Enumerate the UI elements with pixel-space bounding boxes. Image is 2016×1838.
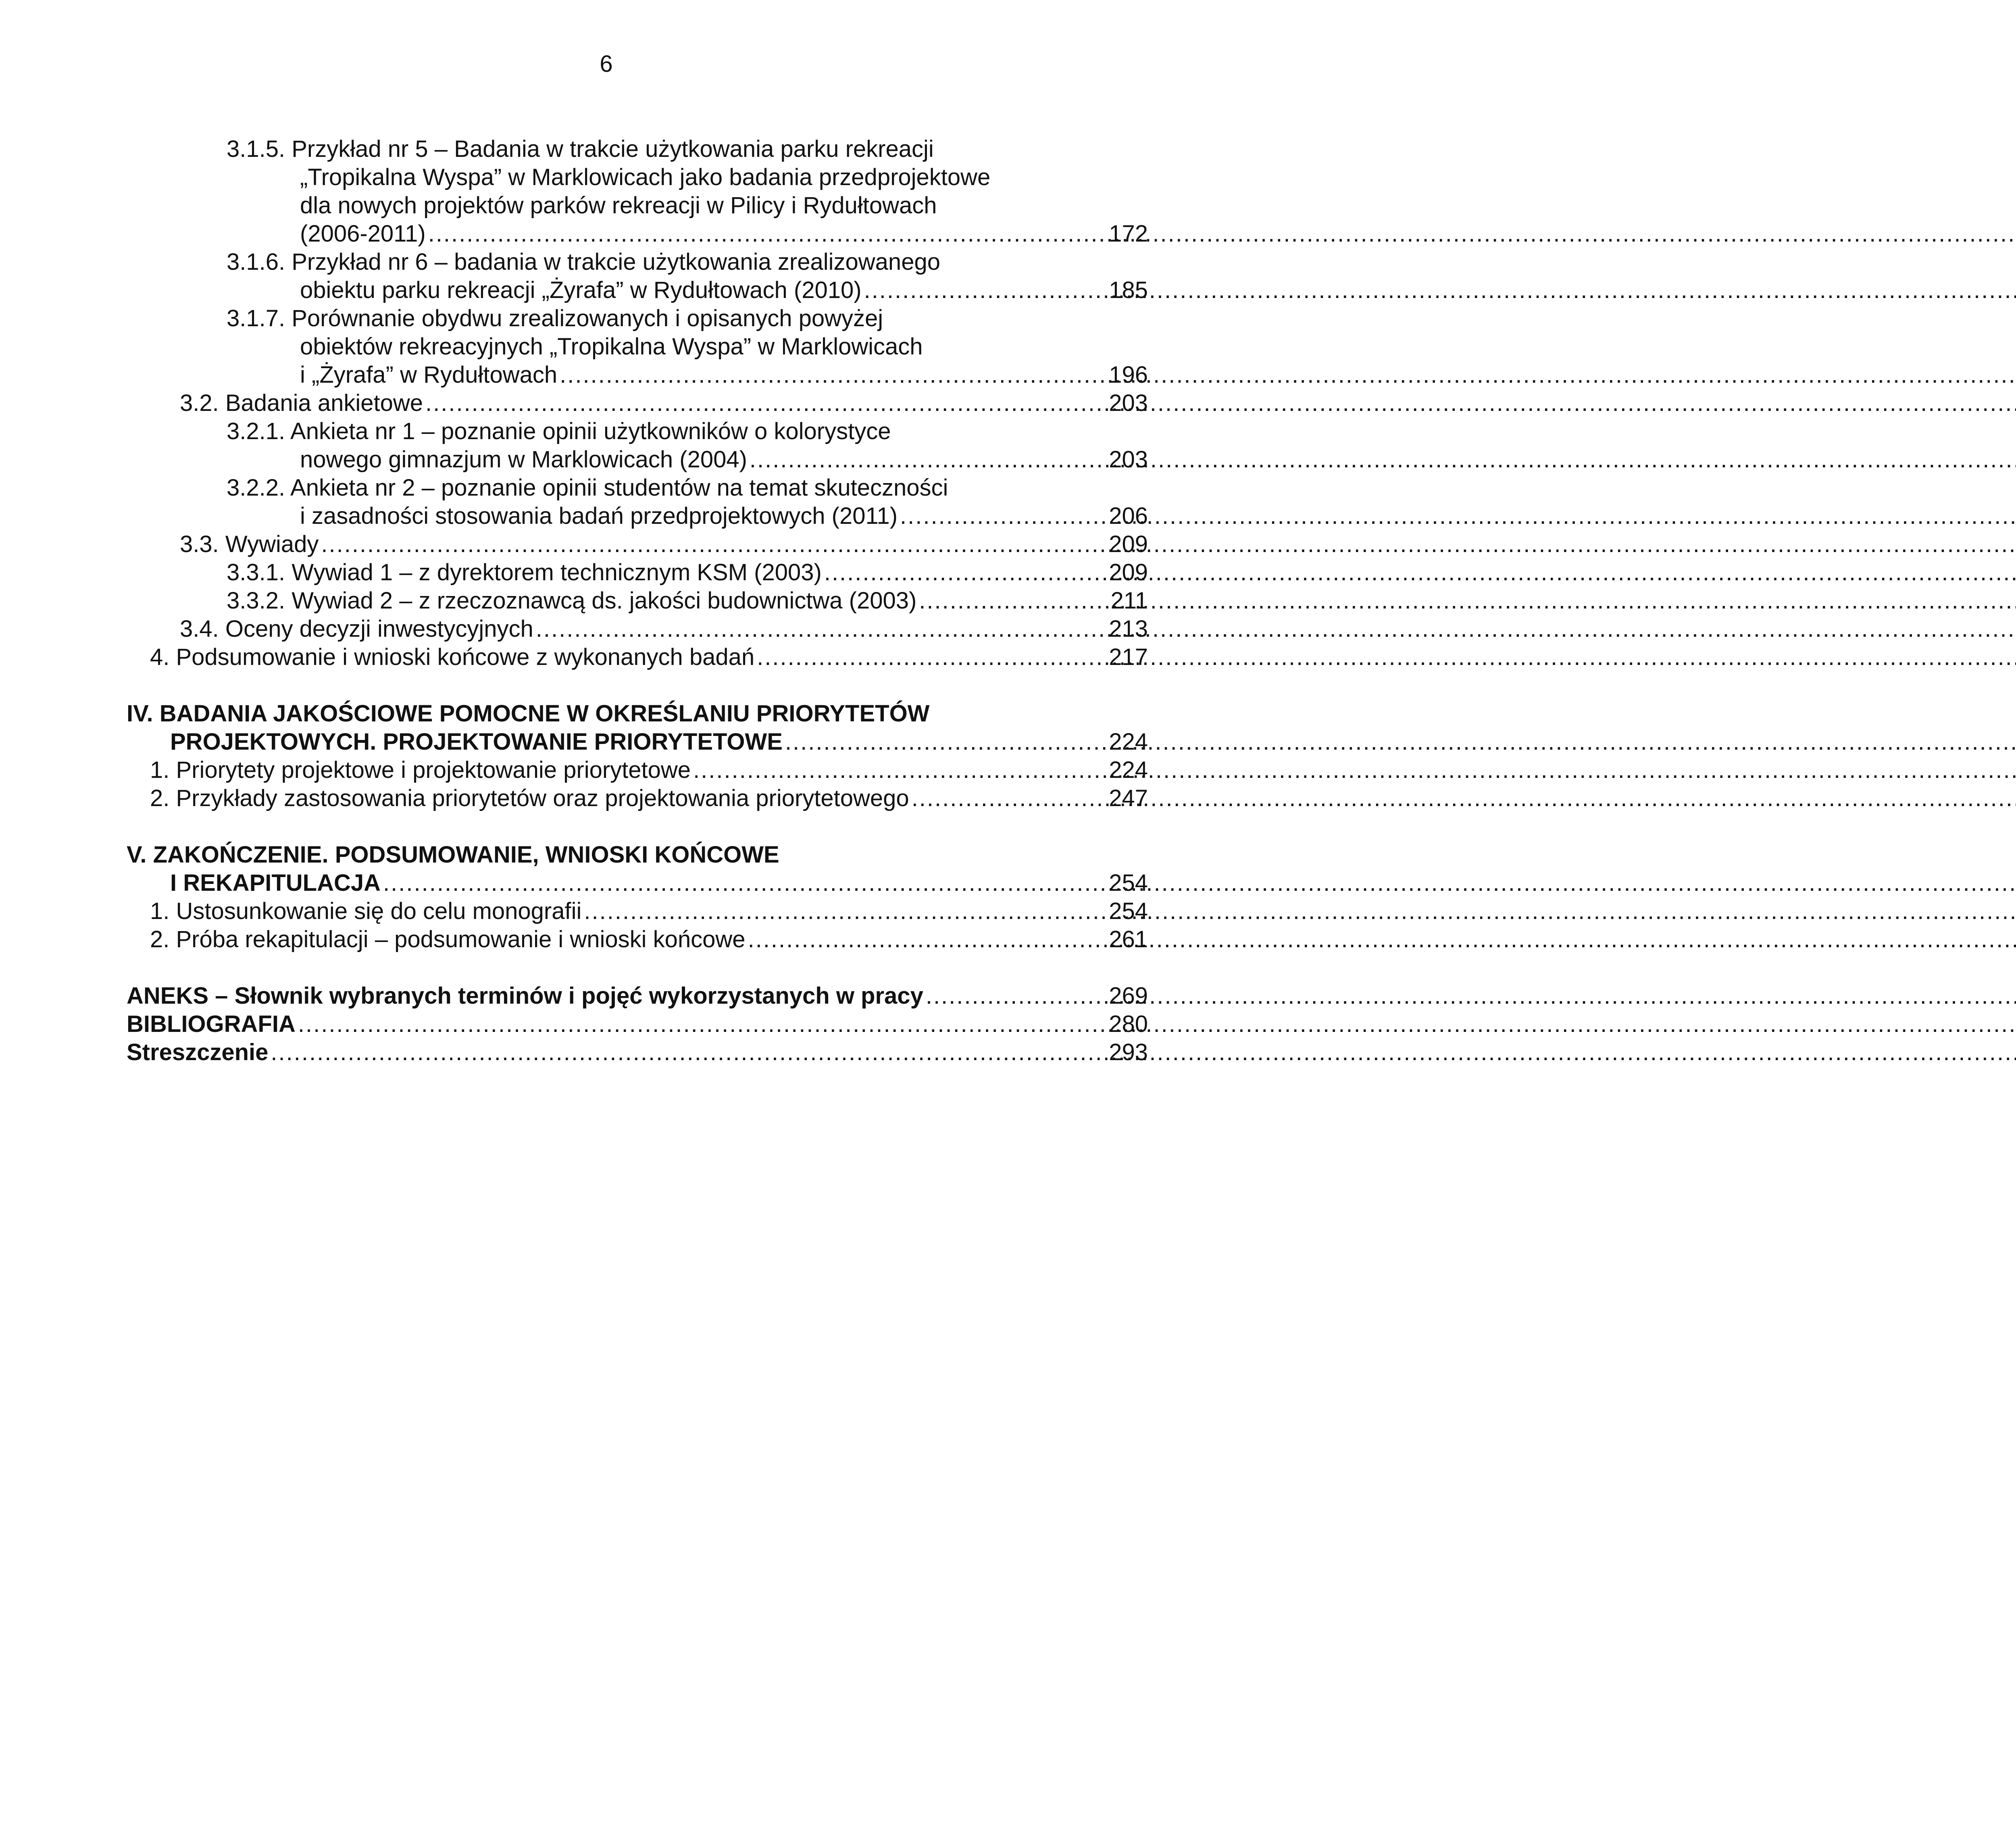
toc-entry-text: 3.1.6. Przykład nr 6 – badania w trakcie użytkowania zrealizowanego [227,249,940,275]
toc-chapter-v[interactable] [127,841,1148,897]
toc-entry-text: 3.1.7. Porównanie obydwu zrealizowanych i opisanych powyżej [227,305,883,331]
toc-entry-3-2-1[interactable] [227,417,1148,474]
toc-entry-3-2-2[interactable] [227,474,1148,530]
dot-leader [298,1010,1106,1038]
toc-page-number: 293 [1109,1039,1148,1065]
toc-page-number: 224 [1109,757,1148,783]
toc-page-number: 209 [1109,559,1148,586]
toc-page-number: 224 [1109,729,1148,755]
dot-leader [271,1038,1106,1067]
toc-entry-text: 2. Próba rekapitulacji – podsumowanie i wnioski końcowe [150,926,746,952]
dot-leader [785,728,1106,756]
toc-entry-v-2[interactable] [150,925,1148,954]
toc-entry-text: 2. Przykłady zastosowania priorytetów oraz projektowania priorytetowego [150,785,909,811]
toc-entry-text: 1. Ustosunkowanie się do celu monografii [150,898,582,924]
toc-entry-text: 3.2.1. Ankieta nr 1 – poznanie opinii użytkowników o kolorystyce [227,418,891,444]
toc-page-number: 203 [1109,390,1148,416]
toc-entry-text: 3.3. Wywiady [180,531,319,557]
toc-entry-text: IV. BADANIA JAKOŚCIOWE POMOCNE W OKREŚLANIU PRIORYTETÓW [127,700,930,727]
toc-entry-3-1-6[interactable] [227,248,1148,304]
toc-entry-aneks[interactable] [127,982,1148,1010]
toc-page-number: 185 [1109,277,1148,303]
toc-entry-text: i „Żyrafa” w Rydułtowach [300,362,558,388]
toc-entry-3-3[interactable] [180,530,1148,558]
toc-entry-text: (2006-2011) [300,221,426,247]
toc-page-number: 213 [1109,616,1148,642]
toc-entry-text: nowego gimnazjum w Marklowicach (2004) [300,446,747,473]
toc-entry-iv-2[interactable] [150,784,1148,813]
dot-leader [926,982,1106,1010]
toc-page-number: 209 [1109,531,1148,557]
toc-entry-text: BIBLIOGRAFIA [127,1011,296,1037]
toc-entry-text: 3.4. Oceny decyzji inwestycyjnych [180,616,533,642]
toc-entry-text: V. ZAKOŃCZENIE. PODSUMOWANIE, WNIOSKI KOŃCOWE [127,842,779,868]
toc-entry-text: PROJEKTOWYCH. PROJEKTOWANIE PRIORYTETOWE [170,729,783,755]
dot-leader [536,615,1106,643]
toc-entry-v-1[interactable] [150,897,1148,925]
toc-page-number: 247 [1109,785,1148,811]
toc-entry-3-3-1[interactable] [227,558,1148,587]
toc-entry-text: I REKAPITULACJA [170,870,381,896]
dot-leader [919,587,1108,615]
toc-page-number: 254 [1109,870,1148,896]
dot-leader [383,869,1106,897]
toc-entry-text: 3.2. Badania ankietowe [180,390,423,416]
toc-entry-bibliografia[interactable] [127,1010,1148,1038]
toc-entry-streszczenie[interactable] [127,1038,1148,1067]
page-number: 6 [600,51,613,77]
toc-entry-text: dla nowych projektów parków rekreacji w Pilicy i Rydułtowach [300,192,937,219]
toc-page-number: 261 [1109,926,1148,952]
dot-leader [425,389,1106,417]
dot-leader [757,643,1106,671]
toc-page-number: 254 [1109,898,1148,924]
toc-entry-text: 3.1.5. Przykład nr 5 – Badania w trakcie użytkowania parku rekreacji [227,136,934,162]
toc-entry-text: 3.3.1. Wywiad 1 – z dyrektorem technicznym KSM (2003) [227,559,822,586]
dot-leader [693,756,1106,784]
toc-page-number: 269 [1109,983,1148,1009]
toc-entry-3-1-5[interactable] [227,135,1148,248]
toc-entry-iv-1[interactable] [150,756,1148,784]
dot-leader [584,897,1106,925]
toc-entry-3-1-7[interactable] [227,304,1148,389]
toc-chapter-iv[interactable] [127,700,1148,756]
toc-page-number: 203 [1109,446,1148,473]
toc-entry-text: 3.2.2. Ankieta nr 2 – poznanie opinii studentów na temat skuteczności [227,475,948,501]
toc-entry-text: obiektów rekreacyjnych „Tropikalna Wyspa” w Marklowicach [300,333,923,360]
dot-leader [321,530,1106,558]
toc-entry-text: 4. Podsumowanie i wnioski końcowe z wykonanych badań [150,644,755,670]
toc-entry-text: i zasadności stosowania badań przedprojektowych (2011) [300,503,898,529]
toc-entry-text: Streszczenie [127,1039,269,1065]
toc-entry-text: 1. Priorytety projektowe i projektowanie priorytetowe [150,757,691,783]
toc-page-number: 211 [1110,588,1148,614]
toc-entry-3-2[interactable] [180,389,1148,417]
toc-entry-text: ANEKS – Słownik wybranych terminów i pojęć wykorzystanych w pracy [127,983,923,1009]
toc-entry-3-4[interactable] [180,615,1148,643]
toc-entry-text: „Tropikalna Wyspa” w Marklowicach jako badania przedprojektowe [300,164,991,190]
dot-leader [560,361,1106,389]
dot-leader [748,925,1107,954]
dot-leader [912,784,1107,813]
toc-page-number: 196 [1109,362,1148,388]
dot-leader [750,446,1106,474]
dot-leader [824,558,1106,587]
dot-leader [900,502,1106,530]
dot-leader [864,276,1107,304]
toc-entry-text: 3.3.2. Wywiad 2 – z rzeczoznawcą ds. jakości budownictwa (2003) [227,588,917,614]
toc-page-number: 172 [1109,221,1148,247]
toc-page-number: 280 [1109,1011,1148,1037]
toc-page-number: 206 [1109,503,1148,529]
toc-entry-4[interactable] [150,643,1148,671]
dot-leader [428,220,1107,248]
toc-entry-3-3-2[interactable] [227,587,1148,615]
toc-page-number: 217 [1109,644,1148,670]
toc-entry-text: obiektu parku rekreacji „Żyrafa” w Rydułtowach (2010) [300,277,862,303]
